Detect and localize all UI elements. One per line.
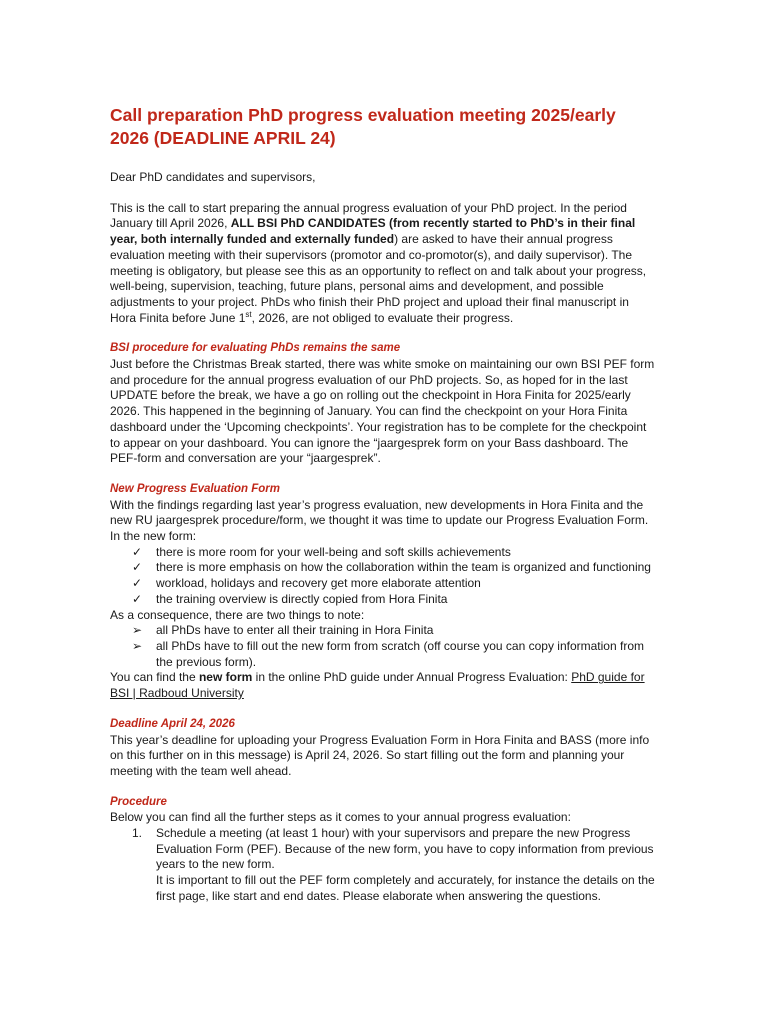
checklist-item-text: there is more room for your well-being and soft skills achievements <box>156 544 511 559</box>
intro-text-2: ) are asked to have their annual progress evaluation meeting with their supervisors (promotor and co-promotor(s), and daily supervisor). The meeting is obligatory, but please see this as an opportunity to reflect on and talk about your progress, well-being, supervision, teaching, future plans, personal aims and development, and possible adjustments to your project. PhDs who finish their PhD project and upload their final manuscript in Hora Finita before June 1 <box>110 232 647 325</box>
section-body-bsi-procedure: Just before the Christmas Break started, there was white smoke on maintaining our own BSI PEF form and procedure for the annual progress evaluation of our PhD projects. So, as hoped for in the last UPDATE before the break, we have a go on rolling out the checkpoint in Hora Finita for 2025/early 2026. This happened in the beginning of January. You can find the checkpoint on your Hora Finita dashboard under the ‘Upcoming checkpoints’. Your registration has to be complete for the checkpoint to appear on your dashboard. You can ignore the “jaargesprek form on your Bass dashboard. The PEF-form and conversation are your “jaargesprek”. <box>110 357 655 466</box>
phd-guide-link[interactable]: PhD guide for BSI | Radboud University <box>110 670 645 701</box>
consequence-text: As a consequence, there are two things to note: <box>110 607 365 622</box>
procedure-steps <box>110 826 658 905</box>
document-title: Call preparation PhD progress evaluation meeting 2025/early 2026 (DEADLINE APRIL 24) <box>110 105 616 148</box>
step-extra-text: It is important to fill out the PEF form completely and accurately, for instance the details on the first page, like start and end dates. Please elaborate when answering the questions. <box>156 873 655 903</box>
checklist-item <box>110 576 658 592</box>
check-icon: ✓ <box>132 544 143 559</box>
check-icon: ✓ <box>132 591 143 606</box>
intro-text-1: This is the call to start preparing the annual progress evaluation of your PhD project. In the period January till April 2026, <box>110 200 627 231</box>
section-body-procedure: Below you can find all the further steps as it comes to your annual progress evaluation: <box>110 810 571 825</box>
checklist-item <box>110 560 658 576</box>
notes-item-text: all PhDs have to enter all their training in Hora Finita <box>156 623 434 638</box>
find-text-1: You can find the <box>110 670 199 685</box>
checklist <box>110 545 658 608</box>
arrow-bullet-icon: ➢ <box>132 623 143 638</box>
intro-superscript: st <box>245 309 252 319</box>
procedure-step <box>110 826 658 905</box>
check-icon: ✓ <box>132 560 143 575</box>
step-text: Schedule a meeting (at least 1 hour) with your supervisors and prepare the new Progress Evaluation Form (PEF). Because of the new form, you have to copy information from previous years to the new form. <box>156 826 654 872</box>
find-text-2: in the online PhD guide under Annual Progress Evaluation: <box>252 670 572 685</box>
notes-item <box>110 639 658 670</box>
section-heading-deadline: Deadline April 24, 2026 <box>110 717 235 730</box>
checklist-item <box>110 592 658 608</box>
section-heading-new-form: New Progress Evaluation Form <box>110 482 280 495</box>
intro-text-3: , 2026, are not obliged to evaluate their progress. <box>251 310 514 325</box>
check-icon: ✓ <box>132 576 143 591</box>
find-bold: new form <box>198 670 253 685</box>
checklist-item-text: the training overview is directly copied from Hora Finita <box>156 591 448 606</box>
section-body-deadline: This year’s deadline for uploading your Progress Evaluation Form in Hora Finita and BASS (more info on this further on in this message) is April 24, 2026. So start filling out the form and planning your meeting with the team well ahead. <box>110 732 650 778</box>
find-form-paragraph <box>110 670 658 701</box>
intro-paragraph <box>110 201 658 327</box>
section-heading-procedure: Procedure <box>110 795 167 808</box>
arrow-bullet-icon: ➢ <box>132 638 143 653</box>
document-body <box>110 104 658 905</box>
step-number: 1. <box>132 826 143 841</box>
section-body-new-form: With the findings regarding last year’s progress evaluation, new developments in Hora Finita and the new RU jaargesprek procedure/form, we thought it was time to update our Progress Evaluation Form. In the new form: <box>110 497 649 544</box>
greeting: Dear PhD candidates and supervisors, <box>110 170 316 184</box>
section-heading-bsi-procedure: BSI procedure for evaluating PhDs remains the same <box>110 342 401 355</box>
notes-item <box>110 623 658 639</box>
notes-list <box>110 623 658 670</box>
checklist-item <box>110 545 658 561</box>
notes-item-text: all PhDs have to fill out the new form from scratch (off course you can copy information from the previous form). <box>156 638 644 669</box>
checklist-item-text: there is more emphasis on how the collaboration within the team is organized and functioning <box>156 560 651 575</box>
checklist-item-text: workload, holidays and recovery get more elaborate attention <box>156 576 481 591</box>
intro-bold: ALL BSI PhD CANDIDATES (from recently started to PhD’s in their final year, both internally funded and externally funded <box>110 216 636 247</box>
